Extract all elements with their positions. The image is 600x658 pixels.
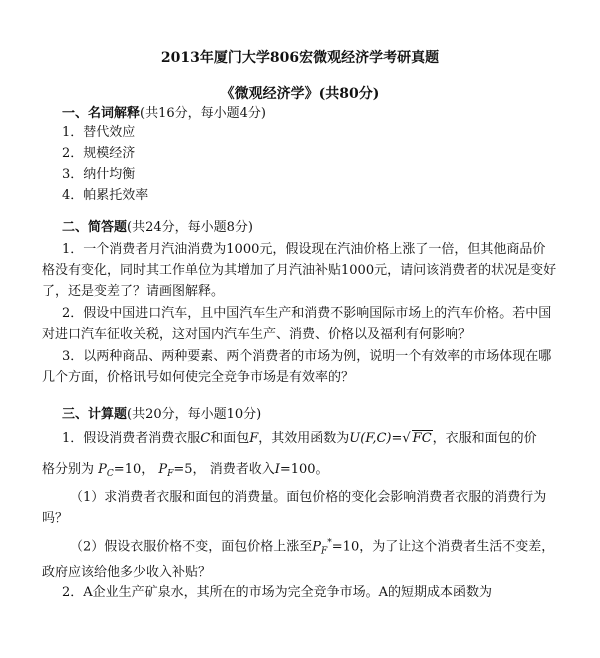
text-run: ，衣服和面包的价	[432, 431, 537, 446]
section-1-title: 一、名词解释	[62, 106, 141, 121]
text-run: 和面包	[210, 431, 250, 446]
question-line: 对进口汽车征收关税，这对国内汽车生产、消费、价格以及福利有何影响？	[42, 327, 472, 342]
question-line: 几个方面，价格讯号如何使完全竞争市场是有效率的？	[42, 370, 355, 385]
document-subtitle: 《微观经济学》(共80分)	[220, 86, 380, 102]
superscript: *	[327, 538, 332, 548]
price-bread-new: P	[312, 539, 322, 555]
section-2-heading	[62, 220, 253, 236]
section-3-score: (共20分，每小题10分)	[127, 407, 262, 422]
calc-question-1-line-1	[62, 430, 537, 447]
income-var: I	[274, 462, 280, 477]
section-3-title: 三、计算题	[62, 407, 128, 422]
term-item: 4．帕累托效率	[62, 188, 149, 203]
sub-question-1-cont: 吗？	[42, 511, 69, 526]
text-run: ，为了让这个消费者生活不变差，	[359, 539, 555, 555]
text-run: 1．假设消费者消费衣服	[62, 431, 201, 446]
term-item: 2．规模经济	[62, 146, 136, 161]
text-run: =5，	[173, 462, 206, 477]
text-run: =10	[331, 539, 360, 555]
sub-question-2	[70, 535, 554, 559]
section-2-score: (共24分，每小题8分)	[127, 220, 253, 235]
var-c: C	[200, 431, 211, 446]
calc-question-1-line-2	[42, 462, 329, 482]
section-1-score: (共16分，每小题4分)	[140, 106, 266, 121]
section-2-title: 二、简答题	[62, 220, 128, 235]
text-run: ，其效用函数为	[258, 431, 350, 446]
subscript: F	[321, 546, 328, 557]
document-title: 2013年厦门大学806宏微观经济学考研真题	[160, 50, 440, 66]
question-line: 格没有变化，同时其工作单位为其增加了月汽油补贴1000元，请问该消费者的状况是变好	[42, 263, 557, 278]
price-clothes: P	[98, 462, 107, 477]
term-item: 3．纳什均衡	[62, 167, 136, 182]
sub-question-2-cont: 政府应该给他多少收入补贴？	[42, 565, 212, 580]
price-bread: P	[158, 462, 168, 477]
question-line: 了，还是变差了？请画图解释。	[42, 284, 225, 299]
utility-function: U(F,C)=	[349, 431, 403, 446]
term-item: 1．替代效应	[62, 125, 136, 140]
subscript: C	[106, 469, 114, 479]
sqrt-content: FC	[412, 431, 432, 446]
section-1-heading	[62, 106, 266, 122]
question-line: 3．以两种商品、两种要素、两个消费者的市场为例，说明一个有效率的市场体现在哪	[62, 349, 552, 364]
text-run: （2）假设衣服价格不变，面包价格上涨至	[70, 539, 313, 555]
text-run: =100。	[279, 462, 329, 477]
text-run: =10，	[113, 462, 155, 477]
sqrt-sign: √	[402, 431, 411, 446]
question-line: 1．一个消费者月汽油消费为1000元，假设现在汽油价格上涨了一倍，但其他商品价	[62, 242, 546, 257]
section-3-heading	[62, 407, 261, 423]
calc-question-2-line: 2．A企业生产矿泉水，其所在的市场为完全竞争市场。A的短期成本函数为	[62, 585, 493, 600]
sub-question-1: （1）求消费者衣服和面包的消费量。面包价格的变化会影响消费者衣服的消费行为	[70, 490, 547, 505]
text-run: 格分别为	[42, 462, 95, 477]
subscript: F	[167, 469, 174, 479]
text-run: 消费者收入	[209, 462, 275, 477]
var-f: F	[249, 431, 259, 446]
question-line: 2．假设中国进口汽车，且中国汽车生产和消费不影响国际市场上的汽车价格。若中国	[62, 306, 552, 321]
